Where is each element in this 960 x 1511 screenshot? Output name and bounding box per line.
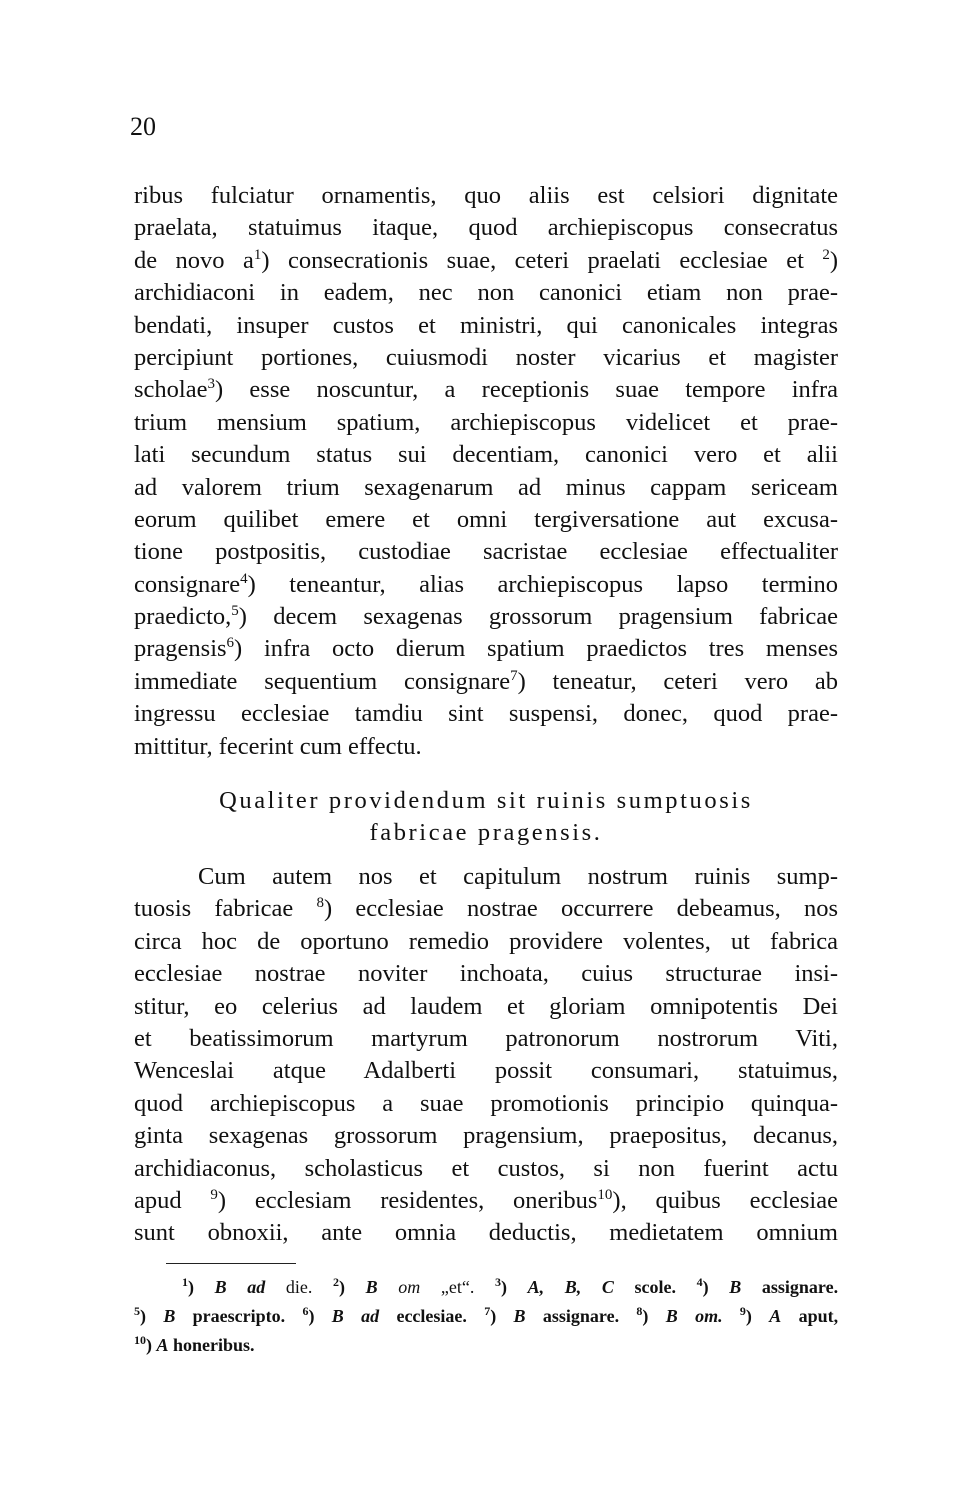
heading-line: Qualiter providendum sit ruinis sumptuosis bbox=[219, 787, 753, 814]
text-line: consignare$^4$) teneantur, alias archiepiscopus lapso termino bbox=[134, 570, 838, 598]
footnote-10: $^{10}$) A honeribus. bbox=[134, 1333, 255, 1355]
footnote-line bbox=[134, 1302, 838, 1331]
text-line: de novo $a^1$) consecrationis suae, ceteri praelati ecclesiae et $^2$) bbox=[134, 246, 838, 274]
text-segment: quibus ecclesiae bbox=[655, 1186, 838, 1214]
text-segment: esse noscuntur, a receptionis suae tempore infra bbox=[249, 376, 838, 404]
heading-line: fabricae pragensis. bbox=[369, 819, 603, 846]
footnote-6: $^6$) B ad ecclesiae. bbox=[302, 1304, 467, 1326]
footnote-4: $^4$) B assignare. bbox=[696, 1275, 839, 1297]
footnote-9: $^9$) A aput, bbox=[739, 1304, 839, 1326]
text-line: trium mensium spatium, archiepiscopus videlicet et prae- bbox=[134, 408, 838, 436]
text-segment: tuosis fabricae bbox=[134, 895, 294, 923]
text-segment: apud bbox=[134, 1186, 182, 1214]
text-segment: teneatur, ceteri vero ab bbox=[552, 667, 838, 695]
text-line: Wenceslai atque Adalberti possit consumari, statuimus, bbox=[134, 1057, 838, 1085]
footnote-marker: 3 bbox=[207, 376, 215, 393]
text-segment: teneantur, alias archiepiscopus lapso termino bbox=[289, 570, 838, 598]
footnote-separator bbox=[166, 1263, 296, 1264]
footnotes bbox=[134, 1273, 838, 1360]
text-segment: scholae bbox=[134, 376, 208, 404]
text-line: ginta sexagenas grossorum pragensium, praepositus, decanus, bbox=[134, 1122, 838, 1150]
section-heading bbox=[134, 785, 838, 849]
text-segment: decem sexagenas grossorum pragensium fabricae bbox=[273, 603, 838, 631]
footnote-marker: 9 bbox=[210, 1186, 218, 1203]
text-segment: de novo a bbox=[134, 246, 254, 274]
text-line: lati secundum status sui decentiam, canonici vero et alii bbox=[134, 441, 838, 469]
footnote-marker: 10 bbox=[597, 1186, 613, 1203]
text-segment: immediate sequentium consignare bbox=[134, 667, 511, 695]
footnote-marker: 6 bbox=[226, 635, 235, 652]
text-line: apud $^9$) ecclesiam residentes, oneribus$^{10}$), quibus ecclesiae bbox=[134, 1186, 838, 1214]
text-line: mittitur, fecerint cum effectu. bbox=[134, 732, 422, 760]
text-line: et beatissimorum martyrum patronorum nostrorum Viti, bbox=[134, 1024, 838, 1052]
text-line: percipiunt portiones, cuiusmodi noster vicarius et magister bbox=[134, 343, 838, 371]
footnote-7: $^7$) B assignare. bbox=[484, 1304, 620, 1326]
footnote-3: $^3$) A, B, C scole. bbox=[495, 1275, 676, 1297]
text-line: immediate sequentium consignare$^7$) teneatur, ceteri vero ab bbox=[134, 667, 838, 695]
text-line: scholae$^3$) esse noscuntur, a receptionis suae tempore infra bbox=[134, 376, 838, 404]
footnote-marker: 4 bbox=[240, 570, 248, 587]
text-line: ecclesiae nostrae noviter inchoata, cuius structurae insi- bbox=[134, 960, 838, 988]
footnote-8: $^8$) B om. bbox=[636, 1304, 723, 1326]
footnote-line bbox=[134, 1273, 838, 1302]
paragraph-1 bbox=[134, 180, 838, 763]
footnote-5: $^5$) B praescripto. bbox=[134, 1304, 286, 1326]
text-line: praelata, statuimus itaque, quod archiepiscopus consecratus bbox=[134, 214, 838, 242]
text-line: quod archiepiscopus a suae promotionis principio quinqua- bbox=[134, 1089, 838, 1117]
text-line: pragensis$^6$) infra octo dierum spatium praedictos tres menses bbox=[134, 635, 838, 663]
page-number: 20 bbox=[130, 112, 156, 141]
footnote-1: $^1$) B ad die. bbox=[182, 1275, 313, 1297]
text-segment: pragensis bbox=[134, 635, 227, 663]
text-segment: infra octo dierum spatium praedictos tres menses bbox=[263, 635, 838, 663]
footnote-marker: 8 bbox=[316, 895, 324, 912]
footnote-line bbox=[134, 1331, 838, 1360]
text-line: sunt obnoxii, ante omnia deductis, medietatem omnium bbox=[134, 1219, 838, 1247]
text-line: bendati, insuper custos et ministri, qui canonicales integras bbox=[134, 311, 838, 339]
text-line: circa hoc de oportuno remedio providere volentes, ut fabrica bbox=[134, 927, 838, 955]
footnote-marker: 1 bbox=[253, 246, 262, 263]
text-line: ribus fulciatur ornamentis, quo aliis est celsiori dignitate bbox=[134, 182, 838, 209]
text-line: Cum autem nos et capitulum nostrum ruinis sump- bbox=[198, 863, 838, 890]
paragraph-2 bbox=[134, 861, 838, 1250]
text-segment: praedicto, bbox=[134, 603, 232, 631]
footnote-marker: 7 bbox=[510, 667, 518, 684]
text-line: stitur, eo celerius ad laudem et gloriam omnipotentis Dei bbox=[134, 992, 838, 1020]
text-segment: consignare bbox=[134, 570, 241, 598]
text-line: archidiaconi in eadem, nec non canonici etiam non prae- bbox=[134, 279, 838, 307]
text-segment: ecclesiam residentes, oneribus bbox=[254, 1186, 598, 1214]
text-line: tuosis fabricae $^8$) ecclesiae nostrae occurrere debeamus, nos bbox=[134, 895, 838, 923]
text-segment: consecrationis suae, ceteri praelati ecclesiae et bbox=[287, 246, 804, 274]
text-line: praedicto,$^5$) decem sexagenas grossorum pragensium fabricae bbox=[134, 603, 838, 631]
footnote-marker: 2 bbox=[822, 246, 830, 263]
text-segment: ecclesiae nostrae occurrere debeamus, nos bbox=[355, 895, 838, 923]
text-line: tione postpositis, custodiae sacristae ecclesiae effectualiter bbox=[134, 538, 838, 566]
footnote-marker: 5 bbox=[231, 603, 239, 620]
text-line: ingressu ecclesiae tamdiu sint suspensi, donec, quod prae- bbox=[134, 700, 838, 728]
text-line: ad valorem trium sexagenarum ad minus cappam sericeam bbox=[134, 473, 838, 501]
text-line: archidiaconus, scholasticus et custos, si non fuerint actu bbox=[134, 1154, 838, 1182]
text-line: eorum quilibet emere et omni tergiversatione aut excusa- bbox=[134, 505, 838, 533]
footnote-2: $^2$) B om „et“. bbox=[333, 1275, 475, 1297]
